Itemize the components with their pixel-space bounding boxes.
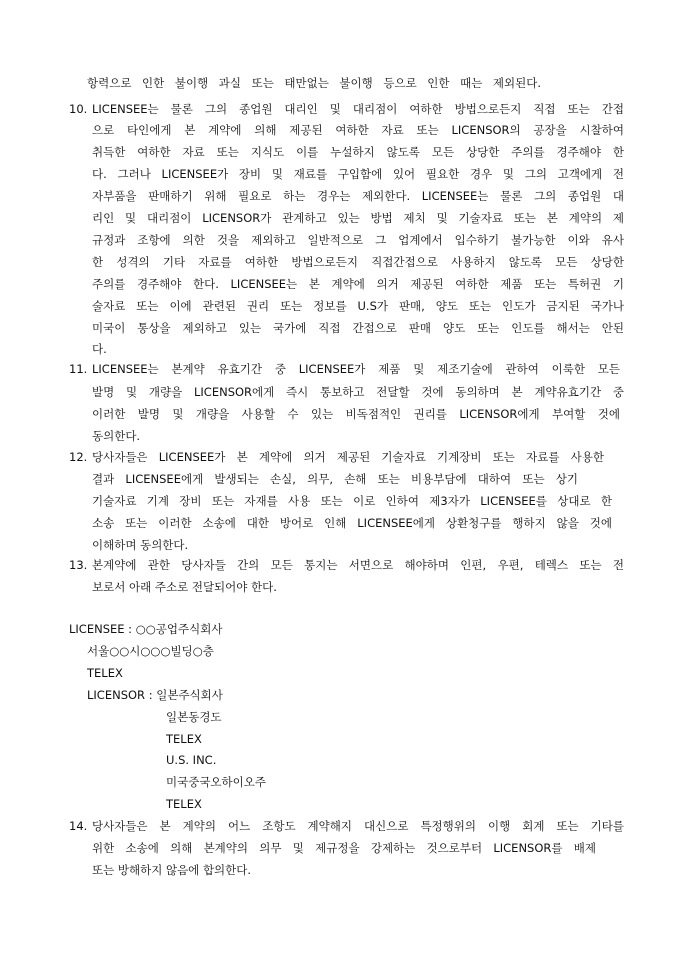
clause-11-line: 발명 및 개량을 LICENSOR에게 즉시 통보하고 전달할 것에 동의하며 본 계약유효기간 중 <box>92 385 624 399</box>
clause-13-line: 보로서 아래 주소로 전달되어야 한다. <box>92 580 277 594</box>
clause-12-line: 소송 또는 이러한 소송에 대한 방어로 인해 LICENSEE에게 상환청구를 행하지 않을 것에 <box>92 516 612 530</box>
clause-12-line: 이해하며 동의한다. <box>92 538 189 552</box>
clause-10-line: 리인 및 대리점이 LICENSOR가 관계하고 있는 방법 제치 및 기술자료 또는 본 계약의 제 <box>92 211 624 225</box>
licensor-address-line: TELEX <box>166 797 202 811</box>
licensee-telex: TELEX <box>87 666 123 680</box>
clause-10-line: 미국이 통상을 제외하고 있는 국가에 직접 간접으로 판매 양도 또는 인도를 해서는 안된 <box>92 321 624 335</box>
clause-11-line: 이러한 발명 및 개량을 사용할 수 있는 비독점적인 권리를 LICENSOR에게 부여할 것에 <box>92 407 620 421</box>
clause-12-line: 당사자들은 LICENSEE가 본 계약에 의거 제공된 기술자료 기계장비 또는 자료를 사용한 <box>92 450 604 464</box>
clause-14-number: 14. <box>69 819 88 833</box>
clause-10-line: 술자료 또는 이에 관련된 권리 또는 정보를 U.S가 판매, 양도 또는 인도가 금지된 국가나 <box>92 299 624 313</box>
licensee-label: LICENSEE : ○○공업주식회사 <box>69 622 223 636</box>
clause-14-line: 또는 방해하지 않음에 합의한다. <box>92 863 252 877</box>
intro-line: 항력으로 인한 불이행 과실 또는 태만없는 불이행 등으로 인한 때는 제외된다. <box>87 76 541 90</box>
clause-12-line: 결과 LICENSEE에게 발생되는 손실, 의무, 손해 또는 비용부담에 대하여 또는 상기 <box>92 472 578 486</box>
clause-10-line: 으로 타인에게 본 계약에 의해 제공된 여하한 자료 또는 LICENSOR의 공장을 시찰하여 <box>92 123 624 137</box>
clause-13-number: 13. <box>69 558 88 572</box>
licensee-address: 서울○○시○○○빌딩○층 <box>87 644 214 658</box>
licensor-address-line: U.S. INC. <box>166 753 217 767</box>
clause-10-line: 한 성격의 기타 자료를 여하한 방법으로든지 직접간접으로 사용하지 않도록 모든 상당한 <box>92 255 624 269</box>
clause-11-number: 11. <box>69 362 88 376</box>
clause-12-line: 기술자료 기계 장비 또는 자재를 사용 또는 이로 인하여 제3자가 LICENSEE를 상대로 한 <box>92 494 612 508</box>
clause-12-number: 12. <box>69 450 88 464</box>
clause-10-number: 10. <box>69 102 88 116</box>
clause-13-line: 본계약에 관한 당사자들 간의 모든 통지는 서면으로 해야하며 인편, 우편, 테렉스 또는 전 <box>92 558 624 572</box>
clause-10-line: 다. <box>92 342 107 356</box>
clause-10-line: LICENSEE는 물론 그의 종업원 대리인 및 대리점이 여하한 방법으로든지 직접 또는 간접 <box>92 102 624 116</box>
clause-14-line: 위한 소송에 의해 본계약의 의무 및 제규정을 강제하는 것으로부터 LICENSOR를 배제 <box>92 841 596 855</box>
clause-10-line: 규정과 조항에 의한 것을 제외하고 일반적으로 그 업계에서 입수하기 불가능한 이와 유사 <box>92 233 624 247</box>
clause-10-line: 자부품을 판매하기 위해 필요로 하는 경우는 제외한다. LICENSEE는 물론 그의 종업원 대 <box>92 189 624 203</box>
licensor-address-line: TELEX <box>166 732 202 746</box>
clause-11-line: LICENSEE는 본계약 유효기간 중 LICENSEE가 제품 및 제조기술에 관하여 이룩한 모든 <box>92 362 620 376</box>
clause-10-line: 취득한 여하한 자료 또는 지식도 이를 누설하지 않도록 모든 상당한 주의를 경주해야 한 <box>92 145 624 159</box>
clause-10-line: 다. 그러나 LICENSEE가 장비 및 재료를 구입함에 있어 필요한 경우 및 그의 고객에게 전 <box>92 167 624 181</box>
clause-14-line: 당사자들은 본 계약의 어느 조항도 계약해지 대신으로 특정행위의 이행 회계 또는 기타를 <box>92 819 624 833</box>
clause-10-line: 주의를 경주해야 한다. LICENSEE는 본 계약에 의거 제공된 여하한 제품 또는 특허권 기 <box>92 277 624 291</box>
licensor-label: LICENSOR : 일본주식회사 <box>87 688 223 702</box>
clause-11-line: 동의한다. <box>92 429 141 443</box>
licensor-address-line: 일본동경도 <box>166 710 222 724</box>
licensor-address-line: 미국중국오하이오주 <box>166 775 266 789</box>
